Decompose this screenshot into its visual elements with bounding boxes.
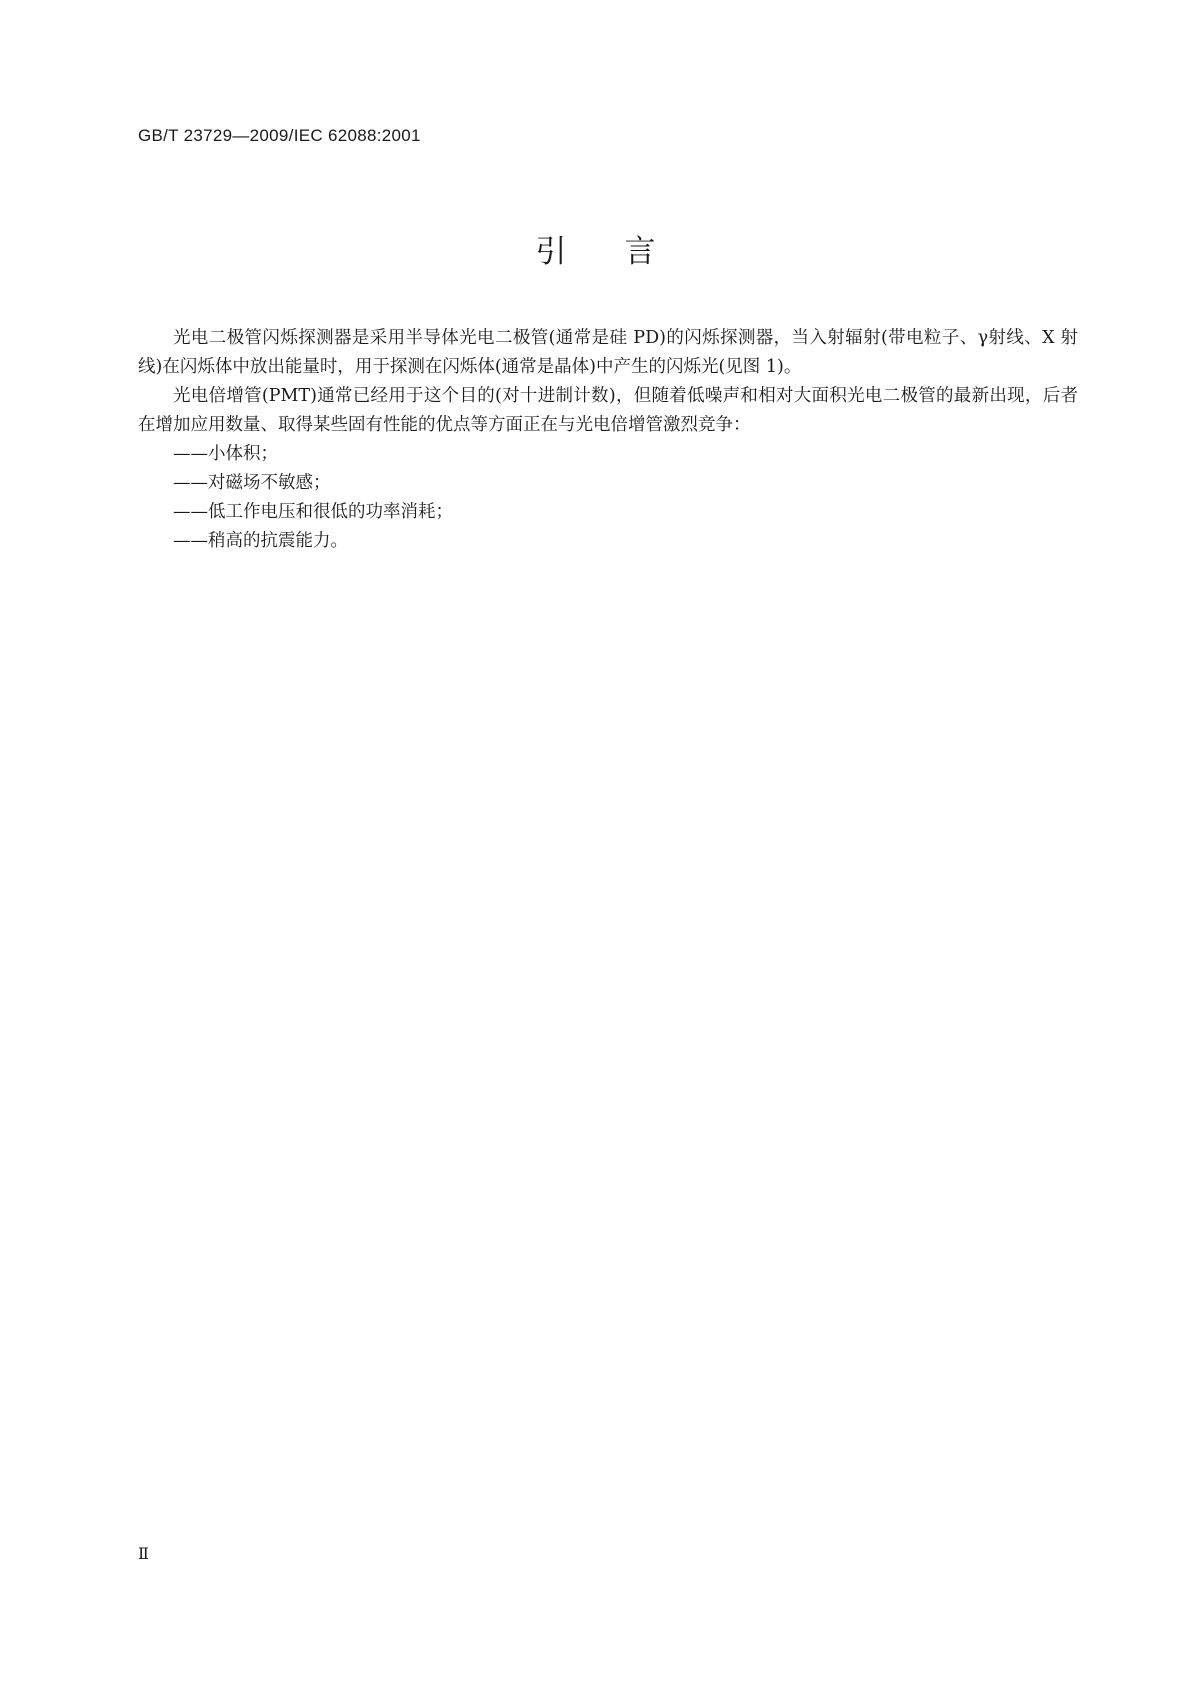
document-body bbox=[138, 324, 1078, 556]
list-item: ——低工作电压和很低的功率消耗； bbox=[173, 502, 453, 522]
title-char-2: 言 bbox=[624, 234, 656, 270]
list-item: ——对磁场不敏感； bbox=[173, 473, 331, 493]
page-title bbox=[0, 226, 1191, 271]
standard-number: GB/T 23729—2009/IEC 62088:2001 bbox=[138, 126, 421, 145]
list-item: ——小体积； bbox=[173, 444, 278, 464]
list-item: ——稍高的抗震能力。 bbox=[173, 531, 348, 551]
advantages-list bbox=[138, 440, 1078, 556]
paragraph-1: 光电二极管闪烁探测器是采用半导体光电二极管(通常是硅 PD)的闪烁探测器，当入射辐射(带电粒子、γ射线、X 射线)在闪烁体中放出能量时，用于探测在闪烁体(通常是晶体)中产生的闪烁光(见图 1)。 bbox=[138, 328, 1078, 377]
paragraph-2: 光电倍增管(PMT)通常已经用于这个目的(对十进制计数)，但随着低噪声和相对大面积光电二极管的最新出现，后者在增加应用数量、取得某些固有性能的优点等方面正在与光电倍增管激烈竞争： bbox=[138, 386, 1078, 435]
page-number: Ⅱ bbox=[138, 1544, 149, 1563]
title-char-1: 引 bbox=[535, 234, 567, 270]
